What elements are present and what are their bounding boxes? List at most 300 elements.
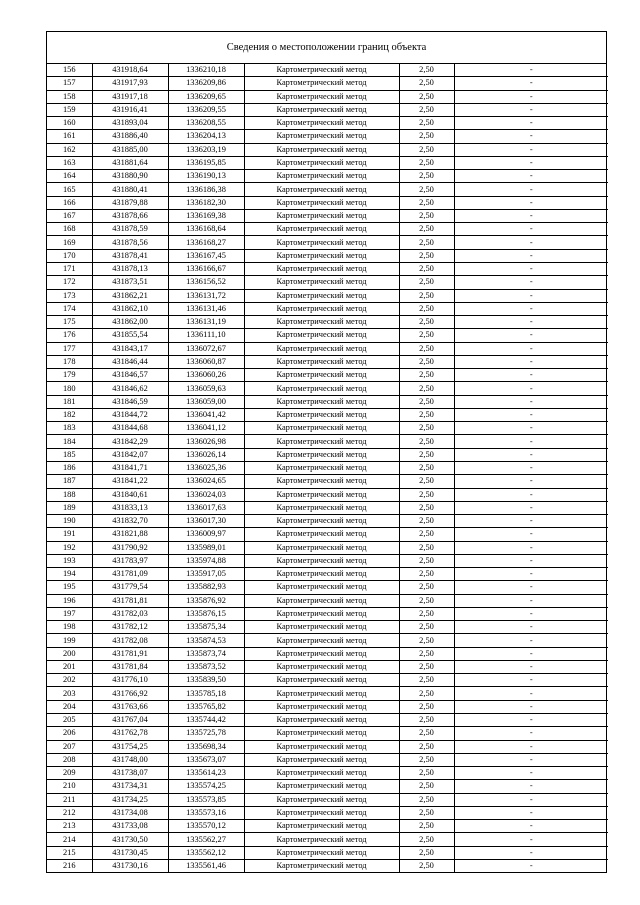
accuracy-cell: 2,50 xyxy=(399,541,454,554)
x-coordinate-cell: 431846,57 xyxy=(92,369,168,382)
x-coordinate-cell: 431781,81 xyxy=(92,594,168,607)
method-cell: Картометрический метод xyxy=(244,342,399,355)
accuracy-cell: 2,50 xyxy=(399,753,454,766)
description-cell: - xyxy=(454,249,608,262)
description-cell: - xyxy=(454,740,608,753)
method-cell: Картометрический метод xyxy=(244,833,399,846)
table-row xyxy=(47,753,608,766)
description-cell: - xyxy=(454,594,608,607)
method-cell: Картометрический метод xyxy=(244,408,399,421)
point-number-cell: 171 xyxy=(47,262,92,275)
method-cell: Картометрический метод xyxy=(244,117,399,130)
y-coordinate-cell: 1336209,55 xyxy=(168,103,244,116)
table-row xyxy=(47,515,608,528)
x-coordinate-cell: 431844,68 xyxy=(92,422,168,435)
y-coordinate-cell: 1336203,19 xyxy=(168,143,244,156)
y-coordinate-cell: 1335570,12 xyxy=(168,820,244,833)
method-cell: Картометрический метод xyxy=(244,568,399,581)
description-cell: - xyxy=(454,528,608,541)
method-cell: Картометрический метод xyxy=(244,767,399,780)
y-coordinate-cell: 1335744,42 xyxy=(168,714,244,727)
y-coordinate-cell: 1335882,93 xyxy=(168,581,244,594)
accuracy-cell: 2,50 xyxy=(399,594,454,607)
coordinates-table xyxy=(47,64,608,872)
method-cell: Картометрический метод xyxy=(244,594,399,607)
table-row xyxy=(47,103,608,116)
method-cell: Картометрический метод xyxy=(244,687,399,700)
point-number-cell: 167 xyxy=(47,209,92,222)
accuracy-cell: 2,50 xyxy=(399,621,454,634)
accuracy-cell: 2,50 xyxy=(399,64,454,77)
point-number-cell: 182 xyxy=(47,408,92,421)
table-row xyxy=(47,714,608,727)
x-coordinate-cell: 431734,08 xyxy=(92,806,168,819)
x-coordinate-cell: 431763,66 xyxy=(92,700,168,713)
description-cell: - xyxy=(454,183,608,196)
y-coordinate-cell: 1335673,07 xyxy=(168,753,244,766)
accuracy-cell: 2,50 xyxy=(399,846,454,859)
point-number-cell: 170 xyxy=(47,249,92,262)
x-coordinate-cell: 431842,07 xyxy=(92,448,168,461)
y-coordinate-cell: 1335917,05 xyxy=(168,568,244,581)
table-row xyxy=(47,475,608,488)
method-cell: Картометрический метод xyxy=(244,515,399,528)
method-cell: Картометрический метод xyxy=(244,435,399,448)
y-coordinate-cell: 1335874,53 xyxy=(168,634,244,647)
method-cell: Картометрический метод xyxy=(244,448,399,461)
x-coordinate-cell: 431730,50 xyxy=(92,833,168,846)
x-coordinate-cell: 431776,10 xyxy=(92,674,168,687)
table-row xyxy=(47,435,608,448)
method-cell: Картометрический метод xyxy=(244,236,399,249)
x-coordinate-cell: 431841,71 xyxy=(92,461,168,474)
description-cell: - xyxy=(454,342,608,355)
method-cell: Картометрический метод xyxy=(244,276,399,289)
accuracy-cell: 2,50 xyxy=(399,369,454,382)
accuracy-cell: 2,50 xyxy=(399,687,454,700)
method-cell: Картометрический метод xyxy=(244,355,399,368)
point-number-cell: 158 xyxy=(47,90,92,103)
y-coordinate-cell: 1336209,86 xyxy=(168,77,244,90)
y-coordinate-cell: 1335573,85 xyxy=(168,793,244,806)
table-row xyxy=(47,488,608,501)
table-row xyxy=(47,143,608,156)
point-number-cell: 176 xyxy=(47,329,92,342)
y-coordinate-cell: 1336017,63 xyxy=(168,501,244,514)
y-coordinate-cell: 1336026,98 xyxy=(168,435,244,448)
point-number-cell: 179 xyxy=(47,369,92,382)
point-number-cell: 198 xyxy=(47,621,92,634)
y-coordinate-cell: 1336025,36 xyxy=(168,461,244,474)
y-coordinate-cell: 1336060,87 xyxy=(168,355,244,368)
x-coordinate-cell: 431833,13 xyxy=(92,501,168,514)
accuracy-cell: 2,50 xyxy=(399,408,454,421)
y-coordinate-cell: 1336195,85 xyxy=(168,156,244,169)
method-cell: Картометрический метод xyxy=(244,674,399,687)
method-cell: Картометрический метод xyxy=(244,793,399,806)
table-row xyxy=(47,700,608,713)
y-coordinate-cell: 1335873,52 xyxy=(168,660,244,673)
x-coordinate-cell: 431918,64 xyxy=(92,64,168,77)
table-row xyxy=(47,687,608,700)
table-row xyxy=(47,223,608,236)
point-number-cell: 187 xyxy=(47,475,92,488)
method-cell: Картометрический метод xyxy=(244,541,399,554)
y-coordinate-cell: 1335573,16 xyxy=(168,806,244,819)
point-number-cell: 160 xyxy=(47,117,92,130)
accuracy-cell: 2,50 xyxy=(399,316,454,329)
point-number-cell: 175 xyxy=(47,316,92,329)
point-number-cell: 208 xyxy=(47,753,92,766)
point-number-cell: 166 xyxy=(47,196,92,209)
method-cell: Картометрический метод xyxy=(244,64,399,77)
accuracy-cell: 2,50 xyxy=(399,714,454,727)
table-row xyxy=(47,820,608,833)
accuracy-cell: 2,50 xyxy=(399,249,454,262)
y-coordinate-cell: 1336208,55 xyxy=(168,117,244,130)
method-cell: Картометрический метод xyxy=(244,130,399,143)
point-number-cell: 191 xyxy=(47,528,92,541)
accuracy-cell: 2,50 xyxy=(399,355,454,368)
x-coordinate-cell: 431748,00 xyxy=(92,753,168,766)
accuracy-cell: 2,50 xyxy=(399,236,454,249)
point-number-cell: 159 xyxy=(47,103,92,116)
accuracy-cell: 2,50 xyxy=(399,183,454,196)
point-number-cell: 203 xyxy=(47,687,92,700)
description-cell: - xyxy=(454,276,608,289)
accuracy-cell: 2,50 xyxy=(399,209,454,222)
table-row xyxy=(47,727,608,740)
x-coordinate-cell: 431781,09 xyxy=(92,568,168,581)
table-row xyxy=(47,64,608,77)
method-cell: Картометрический метод xyxy=(244,727,399,740)
description-cell: - xyxy=(454,382,608,395)
x-coordinate-cell: 431730,45 xyxy=(92,846,168,859)
method-cell: Картометрический метод xyxy=(244,753,399,766)
point-number-cell: 199 xyxy=(47,634,92,647)
description-cell: - xyxy=(454,700,608,713)
table-row xyxy=(47,329,608,342)
y-coordinate-cell: 1336131,72 xyxy=(168,289,244,302)
x-coordinate-cell: 431841,22 xyxy=(92,475,168,488)
method-cell: Картометрический метод xyxy=(244,634,399,647)
accuracy-cell: 2,50 xyxy=(399,289,454,302)
x-coordinate-cell: 431766,92 xyxy=(92,687,168,700)
method-cell: Картометрический метод xyxy=(244,422,399,435)
table-row xyxy=(47,408,608,421)
y-coordinate-cell: 1335875,34 xyxy=(168,621,244,634)
method-cell: Картометрический метод xyxy=(244,488,399,501)
point-number-cell: 162 xyxy=(47,143,92,156)
point-number-cell: 156 xyxy=(47,64,92,77)
accuracy-cell: 2,50 xyxy=(399,422,454,435)
table-row xyxy=(47,780,608,793)
y-coordinate-cell: 1335698,34 xyxy=(168,740,244,753)
point-number-cell: 216 xyxy=(47,859,92,872)
description-cell: - xyxy=(454,64,608,77)
table-row xyxy=(47,236,608,249)
x-coordinate-cell: 431790,92 xyxy=(92,541,168,554)
x-coordinate-cell: 431842,29 xyxy=(92,435,168,448)
point-number-cell: 215 xyxy=(47,846,92,859)
x-coordinate-cell: 431738,07 xyxy=(92,767,168,780)
accuracy-cell: 2,50 xyxy=(399,488,454,501)
table-row xyxy=(47,77,608,90)
y-coordinate-cell: 1336167,45 xyxy=(168,249,244,262)
point-number-cell: 185 xyxy=(47,448,92,461)
point-number-cell: 197 xyxy=(47,607,92,620)
x-coordinate-cell: 431781,84 xyxy=(92,660,168,673)
point-number-cell: 213 xyxy=(47,820,92,833)
document-title: Сведения о местоположении границ объекта xyxy=(47,32,606,64)
description-cell: - xyxy=(454,156,608,169)
table-row xyxy=(47,196,608,209)
table-row xyxy=(47,554,608,567)
x-coordinate-cell: 431779,54 xyxy=(92,581,168,594)
description-cell: - xyxy=(454,647,608,660)
x-coordinate-cell: 431846,62 xyxy=(92,382,168,395)
x-coordinate-cell: 431832,70 xyxy=(92,515,168,528)
description-cell: - xyxy=(454,793,608,806)
accuracy-cell: 2,50 xyxy=(399,448,454,461)
x-coordinate-cell: 431782,12 xyxy=(92,621,168,634)
description-cell: - xyxy=(454,859,608,872)
description-cell: - xyxy=(454,767,608,780)
x-coordinate-cell: 431843,17 xyxy=(92,342,168,355)
y-coordinate-cell: 1336059,63 xyxy=(168,382,244,395)
description-cell: - xyxy=(454,820,608,833)
x-coordinate-cell: 431885,00 xyxy=(92,143,168,156)
x-coordinate-cell: 431862,21 xyxy=(92,289,168,302)
method-cell: Картометрический метод xyxy=(244,223,399,236)
method-cell: Картометрический метод xyxy=(244,740,399,753)
y-coordinate-cell: 1335876,92 xyxy=(168,594,244,607)
x-coordinate-cell: 431878,59 xyxy=(92,223,168,236)
method-cell: Картометрический метод xyxy=(244,156,399,169)
x-coordinate-cell: 431878,13 xyxy=(92,262,168,275)
y-coordinate-cell: 1335839,50 xyxy=(168,674,244,687)
table-row xyxy=(47,541,608,554)
y-coordinate-cell: 1335989,01 xyxy=(168,541,244,554)
accuracy-cell: 2,50 xyxy=(399,130,454,143)
point-number-cell: 193 xyxy=(47,554,92,567)
description-cell: - xyxy=(454,223,608,236)
description-cell: - xyxy=(454,581,608,594)
description-cell: - xyxy=(454,780,608,793)
description-cell: - xyxy=(454,143,608,156)
table-row xyxy=(47,806,608,819)
y-coordinate-cell: 1335974,88 xyxy=(168,554,244,567)
y-coordinate-cell: 1336060,26 xyxy=(168,369,244,382)
y-coordinate-cell: 1336169,38 xyxy=(168,209,244,222)
point-number-cell: 157 xyxy=(47,77,92,90)
x-coordinate-cell: 431878,41 xyxy=(92,249,168,262)
method-cell: Картометрический метод xyxy=(244,382,399,395)
y-coordinate-cell: 1336210,18 xyxy=(168,64,244,77)
x-coordinate-cell: 431844,72 xyxy=(92,408,168,421)
method-cell: Картометрический метод xyxy=(244,660,399,673)
y-coordinate-cell: 1336026,14 xyxy=(168,448,244,461)
point-number-cell: 164 xyxy=(47,170,92,183)
accuracy-cell: 2,50 xyxy=(399,395,454,408)
point-number-cell: 183 xyxy=(47,422,92,435)
x-coordinate-cell: 431762,78 xyxy=(92,727,168,740)
point-number-cell: 186 xyxy=(47,461,92,474)
table-row xyxy=(47,568,608,581)
point-number-cell: 190 xyxy=(47,515,92,528)
description-cell: - xyxy=(454,621,608,634)
method-cell: Картометрический метод xyxy=(244,859,399,872)
y-coordinate-cell: 1335873,74 xyxy=(168,647,244,660)
description-cell: - xyxy=(454,475,608,488)
accuracy-cell: 2,50 xyxy=(399,77,454,90)
description-cell: - xyxy=(454,541,608,554)
accuracy-cell: 2,50 xyxy=(399,568,454,581)
x-coordinate-cell: 431846,59 xyxy=(92,395,168,408)
table-row xyxy=(47,276,608,289)
table-row xyxy=(47,501,608,514)
method-cell: Картометрический метод xyxy=(244,103,399,116)
description-cell: - xyxy=(454,408,608,421)
accuracy-cell: 2,50 xyxy=(399,117,454,130)
table-row xyxy=(47,647,608,660)
description-cell: - xyxy=(454,727,608,740)
x-coordinate-cell: 431893,04 xyxy=(92,117,168,130)
accuracy-cell: 2,50 xyxy=(399,581,454,594)
table-row xyxy=(47,355,608,368)
x-coordinate-cell: 431783,97 xyxy=(92,554,168,567)
point-number-cell: 209 xyxy=(47,767,92,780)
y-coordinate-cell: 1336041,42 xyxy=(168,408,244,421)
description-cell: - xyxy=(454,448,608,461)
x-coordinate-cell: 431846,44 xyxy=(92,355,168,368)
description-cell: - xyxy=(454,488,608,501)
description-cell: - xyxy=(454,209,608,222)
point-number-cell: 178 xyxy=(47,355,92,368)
description-cell: - xyxy=(454,395,608,408)
table-row xyxy=(47,183,608,196)
point-number-cell: 163 xyxy=(47,156,92,169)
table-row xyxy=(47,130,608,143)
point-number-cell: 211 xyxy=(47,793,92,806)
description-cell: - xyxy=(454,674,608,687)
accuracy-cell: 2,50 xyxy=(399,554,454,567)
accuracy-cell: 2,50 xyxy=(399,727,454,740)
y-coordinate-cell: 1336190,13 xyxy=(168,170,244,183)
accuracy-cell: 2,50 xyxy=(399,90,454,103)
method-cell: Картометрический метод xyxy=(244,846,399,859)
x-coordinate-cell: 431855,54 xyxy=(92,329,168,342)
description-cell: - xyxy=(454,714,608,727)
point-number-cell: 174 xyxy=(47,302,92,315)
table-row xyxy=(47,170,608,183)
y-coordinate-cell: 1336166,67 xyxy=(168,262,244,275)
method-cell: Картометрический метод xyxy=(244,209,399,222)
y-coordinate-cell: 1335725,78 xyxy=(168,727,244,740)
description-cell: - xyxy=(454,369,608,382)
accuracy-cell: 2,50 xyxy=(399,859,454,872)
y-coordinate-cell: 1335614,23 xyxy=(168,767,244,780)
table-row xyxy=(47,316,608,329)
accuracy-cell: 2,50 xyxy=(399,475,454,488)
description-cell: - xyxy=(454,634,608,647)
table-row xyxy=(47,846,608,859)
method-cell: Картометрический метод xyxy=(244,77,399,90)
x-coordinate-cell: 431880,41 xyxy=(92,183,168,196)
accuracy-cell: 2,50 xyxy=(399,634,454,647)
table-row xyxy=(47,607,608,620)
accuracy-cell: 2,50 xyxy=(399,780,454,793)
table-row xyxy=(47,369,608,382)
method-cell: Картометрический метод xyxy=(244,262,399,275)
x-coordinate-cell: 431878,66 xyxy=(92,209,168,222)
method-cell: Картометрический метод xyxy=(244,369,399,382)
point-number-cell: 200 xyxy=(47,647,92,660)
y-coordinate-cell: 1336009,97 xyxy=(168,528,244,541)
description-cell: - xyxy=(454,90,608,103)
y-coordinate-cell: 1335561,46 xyxy=(168,859,244,872)
y-coordinate-cell: 1336156,52 xyxy=(168,276,244,289)
method-cell: Картометрический метод xyxy=(244,528,399,541)
accuracy-cell: 2,50 xyxy=(399,833,454,846)
method-cell: Картометрический метод xyxy=(244,501,399,514)
table-row xyxy=(47,448,608,461)
y-coordinate-cell: 1336209,65 xyxy=(168,90,244,103)
table-row xyxy=(47,289,608,302)
accuracy-cell: 2,50 xyxy=(399,103,454,116)
description-cell: - xyxy=(454,329,608,342)
point-number-cell: 172 xyxy=(47,276,92,289)
x-coordinate-cell: 431782,03 xyxy=(92,607,168,620)
point-number-cell: 205 xyxy=(47,714,92,727)
x-coordinate-cell: 431767,04 xyxy=(92,714,168,727)
method-cell: Картометрический метод xyxy=(244,170,399,183)
accuracy-cell: 2,50 xyxy=(399,740,454,753)
x-coordinate-cell: 431782,08 xyxy=(92,634,168,647)
y-coordinate-cell: 1335876,15 xyxy=(168,607,244,620)
accuracy-cell: 2,50 xyxy=(399,501,454,514)
point-number-cell: 210 xyxy=(47,780,92,793)
table-row xyxy=(47,859,608,872)
accuracy-cell: 2,50 xyxy=(399,607,454,620)
description-cell: - xyxy=(454,435,608,448)
accuracy-cell: 2,50 xyxy=(399,700,454,713)
description-cell: - xyxy=(454,515,608,528)
x-coordinate-cell: 431821,88 xyxy=(92,528,168,541)
accuracy-cell: 2,50 xyxy=(399,170,454,183)
y-coordinate-cell: 1336024,65 xyxy=(168,475,244,488)
point-number-cell: 207 xyxy=(47,740,92,753)
y-coordinate-cell: 1336204,13 xyxy=(168,130,244,143)
description-cell: - xyxy=(454,461,608,474)
accuracy-cell: 2,50 xyxy=(399,660,454,673)
description-cell: - xyxy=(454,687,608,700)
x-coordinate-cell: 431781,91 xyxy=(92,647,168,660)
table-row xyxy=(47,262,608,275)
x-coordinate-cell: 431917,93 xyxy=(92,77,168,90)
method-cell: Картометрический метод xyxy=(244,183,399,196)
y-coordinate-cell: 1336111,10 xyxy=(168,329,244,342)
table-row xyxy=(47,461,608,474)
point-number-cell: 194 xyxy=(47,568,92,581)
point-number-cell: 181 xyxy=(47,395,92,408)
method-cell: Картометрический метод xyxy=(244,196,399,209)
accuracy-cell: 2,50 xyxy=(399,342,454,355)
accuracy-cell: 2,50 xyxy=(399,806,454,819)
method-cell: Картометрический метод xyxy=(244,714,399,727)
description-cell: - xyxy=(454,262,608,275)
y-coordinate-cell: 1335562,27 xyxy=(168,833,244,846)
